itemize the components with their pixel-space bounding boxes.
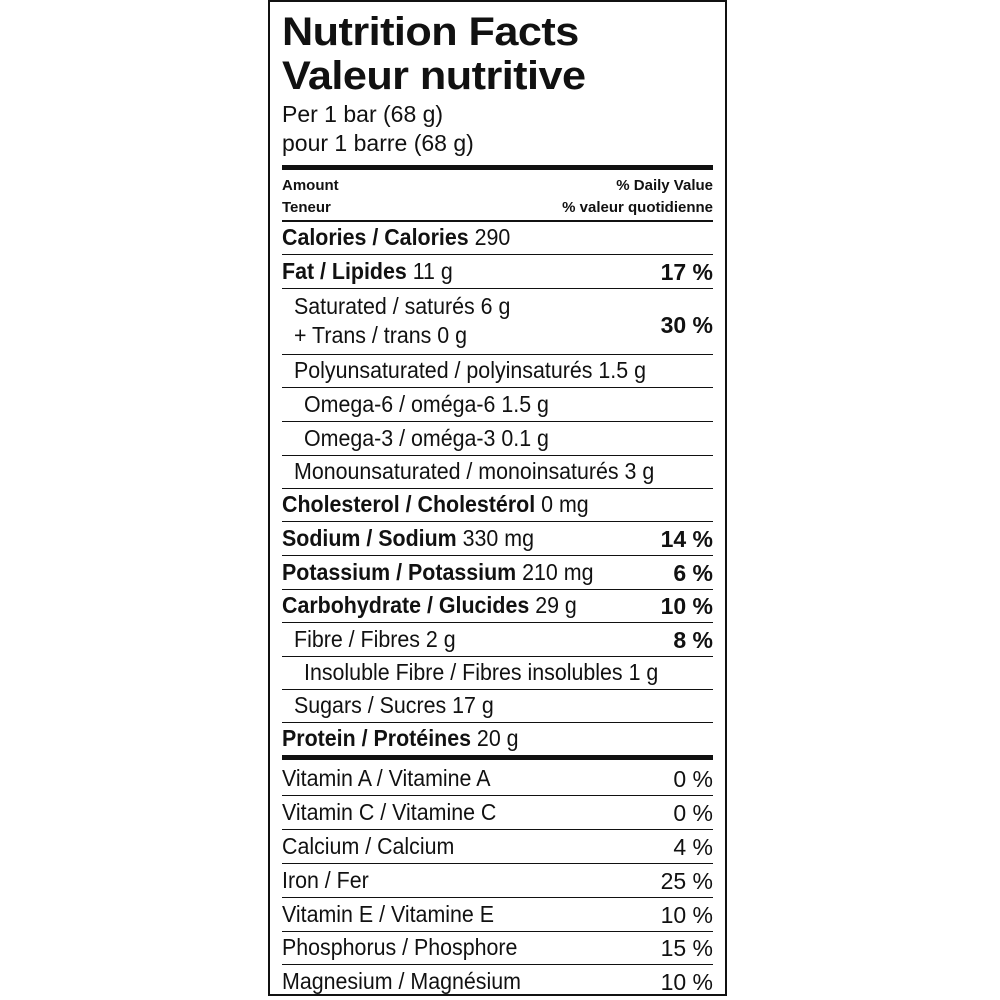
vitamin-row-e bbox=[282, 898, 713, 932]
nutrient-row-fat bbox=[282, 255, 713, 289]
nutrient-label: Insoluble Fibre / Fibres insolubles 1 g bbox=[304, 659, 659, 685]
nutrient-label: Potassium / Potassium 210 mg bbox=[282, 559, 594, 585]
vitamin-label: Vitamin C / Vitamine C bbox=[282, 799, 497, 825]
thick-divider-top bbox=[282, 165, 713, 170]
daily-value: 15 % bbox=[660, 935, 713, 961]
mineral-label: Iron / Fer bbox=[282, 867, 369, 893]
daily-value: 30 % bbox=[660, 312, 713, 338]
nutrient-row-fibre bbox=[282, 623, 713, 657]
nutrient-row-cholesterol bbox=[282, 489, 713, 522]
nutrition-facts-label bbox=[268, 0, 727, 996]
daily-value: 4 % bbox=[673, 834, 713, 860]
mineral-row-phosphorus bbox=[282, 932, 713, 965]
vitamin-row-a bbox=[282, 760, 713, 796]
nutrient-label: Polyunsaturated / polyinsaturés 1.5 g bbox=[294, 357, 646, 383]
nutrient-row-polyunsaturated bbox=[282, 355, 713, 388]
daily-value: 25 % bbox=[660, 868, 713, 894]
label-content bbox=[282, 2, 713, 994]
vitamin-label: Vitamin A / Vitamine A bbox=[282, 765, 491, 791]
mineral-row-iron bbox=[282, 864, 713, 898]
mineral-label: Calcium / Calcium bbox=[282, 833, 455, 859]
serving-size-french: pour 1 barre (68 g) bbox=[282, 130, 474, 156]
nutrient-row-saturated-trans bbox=[282, 289, 713, 355]
header-amount-french: Teneur bbox=[282, 199, 331, 216]
title-english: Nutrition Facts bbox=[282, 10, 579, 54]
serving-size-english: Per 1 bar (68 g) bbox=[282, 101, 444, 127]
daily-value: 0 % bbox=[673, 800, 713, 826]
nutrient-row-sugars bbox=[282, 690, 713, 723]
daily-value: 6 % bbox=[673, 560, 713, 586]
nutrient-row-omega-6 bbox=[282, 388, 713, 422]
header-daily-value-french: % valeur quotidienne bbox=[562, 199, 713, 216]
daily-value: 10 % bbox=[660, 902, 713, 928]
mineral-row-calcium bbox=[282, 830, 713, 864]
nutrient-row-sodium bbox=[282, 522, 713, 556]
nutrient-row-calories bbox=[282, 222, 713, 255]
nutrient-row-monounsaturated bbox=[282, 456, 713, 489]
nutrient-row-potassium bbox=[282, 556, 713, 590]
nutrient-label: Saturated / saturés 6 g + Trans / trans 0 g bbox=[294, 293, 511, 348]
nutrient-row-omega-3 bbox=[282, 422, 713, 456]
nutrient-label: Fat / Lipides 11 g bbox=[282, 258, 453, 284]
nutrient-label: Calories / Calories 290 bbox=[282, 224, 511, 250]
nutrient-label: Protein / Protéines 20 g bbox=[282, 725, 519, 751]
daily-value: 17 % bbox=[660, 259, 713, 285]
nutrient-label: Monounsaturated / monoinsaturés 3 g bbox=[294, 458, 655, 484]
daily-value: 10 % bbox=[660, 593, 713, 619]
title-french: Valeur nutritive bbox=[282, 54, 586, 98]
daily-value: 14 % bbox=[660, 526, 713, 552]
nutrient-label: Sugars / Sucres 17 g bbox=[294, 692, 494, 718]
nutrient-label: Cholesterol / Cholestérol 0 mg bbox=[282, 491, 589, 517]
mineral-row-magnesium bbox=[282, 965, 713, 998]
vitamin-row-c bbox=[282, 796, 713, 830]
nutrient-row-insoluble-fibre bbox=[282, 657, 713, 690]
daily-value: 10 % bbox=[660, 969, 713, 995]
nutrient-label: Fibre / Fibres 2 g bbox=[294, 626, 456, 652]
nutrient-row-protein bbox=[282, 723, 713, 755]
nutrient-label: Omega-3 / oméga-3 0.1 g bbox=[304, 425, 549, 451]
daily-value: 8 % bbox=[673, 627, 713, 653]
nutrient-label: Sodium / Sodium 330 mg bbox=[282, 525, 534, 551]
mineral-label: Phosphorus / Phosphore bbox=[282, 934, 518, 960]
nutrient-row-carbohydrate bbox=[282, 590, 713, 623]
header-daily-value-english: % Daily Value bbox=[616, 177, 713, 194]
header-amount-english: Amount bbox=[282, 177, 339, 194]
nutrient-label: Carbohydrate / Glucides 29 g bbox=[282, 592, 577, 618]
mineral-label: Magnesium / Magnésium bbox=[282, 968, 521, 994]
vitamin-label: Vitamin E / Vitamine E bbox=[282, 901, 495, 927]
nutrient-label: Omega-6 / oméga-6 1.5 g bbox=[304, 391, 549, 417]
daily-value: 0 % bbox=[673, 766, 713, 792]
